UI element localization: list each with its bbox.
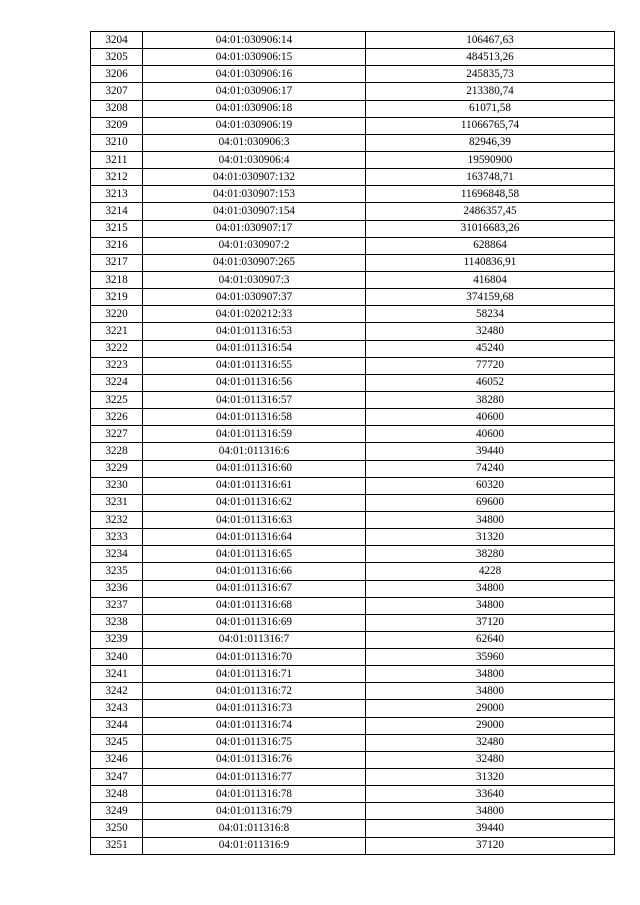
table-row bbox=[91, 66, 615, 83]
cadastral-value-cell: 39440 bbox=[366, 443, 615, 460]
cadastral-number-cell: 04:01:020212:33 bbox=[143, 306, 366, 323]
cadastral-number-cell: 04:01:030907:153 bbox=[143, 186, 366, 203]
cadastral-value-cell: 2486357,45 bbox=[366, 203, 615, 220]
cadastral-number-cell: 04:01:011316:62 bbox=[143, 494, 366, 511]
cadastral-number-cell: 04:01:011316:68 bbox=[143, 597, 366, 614]
cadastral-value-cell: 58234 bbox=[366, 306, 615, 323]
row-number-cell: 3241 bbox=[91, 666, 143, 683]
cadastral-number-cell: 04:01:011316:72 bbox=[143, 683, 366, 700]
table-row bbox=[91, 203, 615, 220]
cadastral-value-cell: 31320 bbox=[366, 769, 615, 786]
row-number-cell: 3228 bbox=[91, 443, 143, 460]
cadastral-value-cell: 11066765,74 bbox=[366, 117, 615, 134]
cadastral-number-cell: 04:01:011316:60 bbox=[143, 460, 366, 477]
table-row bbox=[91, 511, 615, 528]
table-row bbox=[91, 306, 615, 323]
cadastral-number-cell: 04:01:011316:8 bbox=[143, 820, 366, 837]
cadastral-value-cell: 31320 bbox=[366, 529, 615, 546]
table-row bbox=[91, 460, 615, 477]
cadastral-number-cell: 04:01:011316:67 bbox=[143, 580, 366, 597]
table-row bbox=[91, 597, 615, 614]
row-number-cell: 3251 bbox=[91, 837, 143, 854]
cadastral-value-cell: 29000 bbox=[366, 700, 615, 717]
cadastral-number-cell: 04:01:030906:15 bbox=[143, 49, 366, 66]
row-number-cell: 3207 bbox=[91, 83, 143, 100]
cadastral-number-cell: 04:01:030906:16 bbox=[143, 66, 366, 83]
cadastral-number-cell: 04:01:011316:71 bbox=[143, 666, 366, 683]
table-row bbox=[91, 631, 615, 648]
row-number-cell: 3221 bbox=[91, 323, 143, 340]
row-number-cell: 3206 bbox=[91, 66, 143, 83]
cadastral-value-cell: 77720 bbox=[366, 357, 615, 374]
row-number-cell: 3211 bbox=[91, 151, 143, 168]
row-number-cell: 3220 bbox=[91, 306, 143, 323]
cadastral-value-cell: 1140836,91 bbox=[366, 254, 615, 271]
table-row bbox=[91, 751, 615, 768]
row-number-cell: 3223 bbox=[91, 357, 143, 374]
cadastral-number-cell: 04:01:011316:73 bbox=[143, 700, 366, 717]
cadastral-value-cell: 34800 bbox=[366, 597, 615, 614]
table-row bbox=[91, 151, 615, 168]
table-row bbox=[91, 443, 615, 460]
cadastral-number-cell: 04:01:011316:55 bbox=[143, 357, 366, 374]
table-row bbox=[91, 769, 615, 786]
row-number-cell: 3235 bbox=[91, 563, 143, 580]
table-row bbox=[91, 563, 615, 580]
cadastral-value-cell: 34800 bbox=[366, 666, 615, 683]
cadastral-value-cell: 60320 bbox=[366, 477, 615, 494]
table-row bbox=[91, 580, 615, 597]
row-number-cell: 3216 bbox=[91, 237, 143, 254]
cadastral-number-cell: 04:01:030907:2 bbox=[143, 237, 366, 254]
cadastral-number-cell: 04:01:011316:76 bbox=[143, 751, 366, 768]
cadastral-value-cell: 29000 bbox=[366, 717, 615, 734]
cadastral-value-cell: 61071,58 bbox=[366, 100, 615, 117]
cadastral-number-cell: 04:01:030906:3 bbox=[143, 134, 366, 151]
row-number-cell: 3238 bbox=[91, 614, 143, 631]
table-row bbox=[91, 683, 615, 700]
table-row bbox=[91, 117, 615, 134]
table-row bbox=[91, 529, 615, 546]
cadastral-value-cell: 19590900 bbox=[366, 151, 615, 168]
row-number-cell: 3214 bbox=[91, 203, 143, 220]
cadastral-number-cell: 04:01:030907:154 bbox=[143, 203, 366, 220]
cadastral-number-cell: 04:01:030906:17 bbox=[143, 83, 366, 100]
table-row bbox=[91, 237, 615, 254]
table-body bbox=[91, 32, 615, 855]
cadastral-value-cell: 40600 bbox=[366, 409, 615, 426]
table-row bbox=[91, 820, 615, 837]
cadastral-value-cell: 32480 bbox=[366, 323, 615, 340]
cadastral-value-cell: 37120 bbox=[366, 614, 615, 631]
row-number-cell: 3226 bbox=[91, 409, 143, 426]
cadastral-number-cell: 04:01:011316:75 bbox=[143, 734, 366, 751]
cadastral-value-cell: 46052 bbox=[366, 374, 615, 391]
cadastral-value-cell: 45240 bbox=[366, 340, 615, 357]
cadastral-number-cell: 04:01:011316:57 bbox=[143, 391, 366, 408]
row-number-cell: 3215 bbox=[91, 220, 143, 237]
table-row bbox=[91, 700, 615, 717]
row-number-cell: 3233 bbox=[91, 529, 143, 546]
table-row bbox=[91, 357, 615, 374]
cadastral-number-cell: 04:01:011316:74 bbox=[143, 717, 366, 734]
cadastral-value-cell: 38280 bbox=[366, 546, 615, 563]
table-row bbox=[91, 289, 615, 306]
cadastral-value-cell: 82946,39 bbox=[366, 134, 615, 151]
cadastral-number-cell: 04:01:011316:78 bbox=[143, 786, 366, 803]
cadastral-number-cell: 04:01:030906:19 bbox=[143, 117, 366, 134]
cadastral-value-cell: 374159,68 bbox=[366, 289, 615, 306]
table-row bbox=[91, 323, 615, 340]
row-number-cell: 3246 bbox=[91, 751, 143, 768]
row-number-cell: 3224 bbox=[91, 374, 143, 391]
table-row bbox=[91, 220, 615, 237]
row-number-cell: 3227 bbox=[91, 426, 143, 443]
table-row bbox=[91, 734, 615, 751]
cadastral-value-cell: 32480 bbox=[366, 734, 615, 751]
cadastral-number-cell: 04:01:011316:66 bbox=[143, 563, 366, 580]
cadastral-number-cell: 04:01:011316:64 bbox=[143, 529, 366, 546]
row-number-cell: 3239 bbox=[91, 631, 143, 648]
cadastral-number-cell: 04:01:011316:54 bbox=[143, 340, 366, 357]
cadastral-value-cell: 39440 bbox=[366, 820, 615, 837]
table-row bbox=[91, 409, 615, 426]
row-number-cell: 3209 bbox=[91, 117, 143, 134]
cadastral-value-cell: 33640 bbox=[366, 786, 615, 803]
row-number-cell: 3234 bbox=[91, 546, 143, 563]
row-number-cell: 3205 bbox=[91, 49, 143, 66]
cadastral-number-cell: 04:01:011316:61 bbox=[143, 477, 366, 494]
cadastral-value-table bbox=[90, 31, 615, 855]
cadastral-number-cell: 04:01:030907:132 bbox=[143, 169, 366, 186]
row-number-cell: 3222 bbox=[91, 340, 143, 357]
table-row bbox=[91, 546, 615, 563]
row-number-cell: 3231 bbox=[91, 494, 143, 511]
cadastral-number-cell: 04:01:011316:70 bbox=[143, 649, 366, 666]
table-row bbox=[91, 837, 615, 854]
cadastral-number-cell: 04:01:011316:7 bbox=[143, 631, 366, 648]
cadastral-value-cell: 38280 bbox=[366, 391, 615, 408]
table-row bbox=[91, 649, 615, 666]
row-number-cell: 3232 bbox=[91, 511, 143, 528]
cadastral-number-cell: 04:01:011316:58 bbox=[143, 409, 366, 426]
row-number-cell: 3219 bbox=[91, 289, 143, 306]
row-number-cell: 3248 bbox=[91, 786, 143, 803]
row-number-cell: 3229 bbox=[91, 460, 143, 477]
table-row bbox=[91, 374, 615, 391]
cadastral-value-cell: 213380,74 bbox=[366, 83, 615, 100]
cadastral-number-cell: 04:01:011316:69 bbox=[143, 614, 366, 631]
cadastral-number-cell: 04:01:030906:4 bbox=[143, 151, 366, 168]
table-row bbox=[91, 786, 615, 803]
cadastral-value-cell: 32480 bbox=[366, 751, 615, 768]
row-number-cell: 3225 bbox=[91, 391, 143, 408]
cadastral-value-cell: 40600 bbox=[366, 426, 615, 443]
cadastral-value-cell: 35960 bbox=[366, 649, 615, 666]
table-row bbox=[91, 169, 615, 186]
table-row bbox=[91, 494, 615, 511]
row-number-cell: 3212 bbox=[91, 169, 143, 186]
table-row bbox=[91, 186, 615, 203]
row-number-cell: 3230 bbox=[91, 477, 143, 494]
table-row bbox=[91, 803, 615, 820]
row-number-cell: 3210 bbox=[91, 134, 143, 151]
cadastral-value-cell: 628864 bbox=[366, 237, 615, 254]
cadastral-value-cell: 34800 bbox=[366, 803, 615, 820]
table-row bbox=[91, 254, 615, 271]
table-row bbox=[91, 340, 615, 357]
cadastral-value-cell: 416804 bbox=[366, 271, 615, 288]
cadastral-value-cell: 74240 bbox=[366, 460, 615, 477]
cadastral-number-cell: 04:01:030906:14 bbox=[143, 32, 366, 49]
table-row bbox=[91, 717, 615, 734]
cadastral-number-cell: 04:01:011316:53 bbox=[143, 323, 366, 340]
cadastral-value-cell: 62640 bbox=[366, 631, 615, 648]
table-row bbox=[91, 49, 615, 66]
cadastral-value-cell: 484513,26 bbox=[366, 49, 615, 66]
row-number-cell: 3245 bbox=[91, 734, 143, 751]
row-number-cell: 3218 bbox=[91, 271, 143, 288]
cadastral-number-cell: 04:01:030907:3 bbox=[143, 271, 366, 288]
cadastral-number-cell: 04:01:030907:17 bbox=[143, 220, 366, 237]
cadastral-value-cell: 31016683,26 bbox=[366, 220, 615, 237]
table-row bbox=[91, 426, 615, 443]
cadastral-number-cell: 04:01:030907:37 bbox=[143, 289, 366, 306]
table-row bbox=[91, 477, 615, 494]
cadastral-value-cell: 34800 bbox=[366, 683, 615, 700]
row-number-cell: 3240 bbox=[91, 649, 143, 666]
cadastral-number-cell: 04:01:011316:9 bbox=[143, 837, 366, 854]
cadastral-value-cell: 34800 bbox=[366, 511, 615, 528]
cadastral-value-cell: 11696848,58 bbox=[366, 186, 615, 203]
cadastral-number-cell: 04:01:030906:18 bbox=[143, 100, 366, 117]
row-number-cell: 3237 bbox=[91, 597, 143, 614]
row-number-cell: 3247 bbox=[91, 769, 143, 786]
row-number-cell: 3208 bbox=[91, 100, 143, 117]
cadastral-number-cell: 04:01:011316:65 bbox=[143, 546, 366, 563]
table-row bbox=[91, 391, 615, 408]
table-row bbox=[91, 100, 615, 117]
table-row bbox=[91, 666, 615, 683]
cadastral-value-cell: 163748,71 bbox=[366, 169, 615, 186]
cadastral-number-cell: 04:01:011316:56 bbox=[143, 374, 366, 391]
row-number-cell: 3242 bbox=[91, 683, 143, 700]
table-row bbox=[91, 271, 615, 288]
table-row bbox=[91, 32, 615, 49]
row-number-cell: 3217 bbox=[91, 254, 143, 271]
cadastral-number-cell: 04:01:011316:79 bbox=[143, 803, 366, 820]
row-number-cell: 3249 bbox=[91, 803, 143, 820]
table-row bbox=[91, 614, 615, 631]
row-number-cell: 3250 bbox=[91, 820, 143, 837]
cadastral-value-cell: 34800 bbox=[366, 580, 615, 597]
cadastral-number-cell: 04:01:011316:6 bbox=[143, 443, 366, 460]
cadastral-number-cell: 04:01:011316:59 bbox=[143, 426, 366, 443]
cadastral-value-cell: 37120 bbox=[366, 837, 615, 854]
table-row bbox=[91, 134, 615, 151]
cadastral-number-cell: 04:01:011316:77 bbox=[143, 769, 366, 786]
cadastral-number-cell: 04:01:011316:63 bbox=[143, 511, 366, 528]
row-number-cell: 3236 bbox=[91, 580, 143, 597]
cadastral-value-cell: 245835,73 bbox=[366, 66, 615, 83]
row-number-cell: 3204 bbox=[91, 32, 143, 49]
cadastral-value-cell: 69600 bbox=[366, 494, 615, 511]
table-row bbox=[91, 83, 615, 100]
row-number-cell: 3213 bbox=[91, 186, 143, 203]
row-number-cell: 3244 bbox=[91, 717, 143, 734]
cadastral-value-cell: 106467,63 bbox=[366, 32, 615, 49]
cadastral-number-cell: 04:01:030907:265 bbox=[143, 254, 366, 271]
cadastral-value-cell: 4228 bbox=[366, 563, 615, 580]
row-number-cell: 3243 bbox=[91, 700, 143, 717]
